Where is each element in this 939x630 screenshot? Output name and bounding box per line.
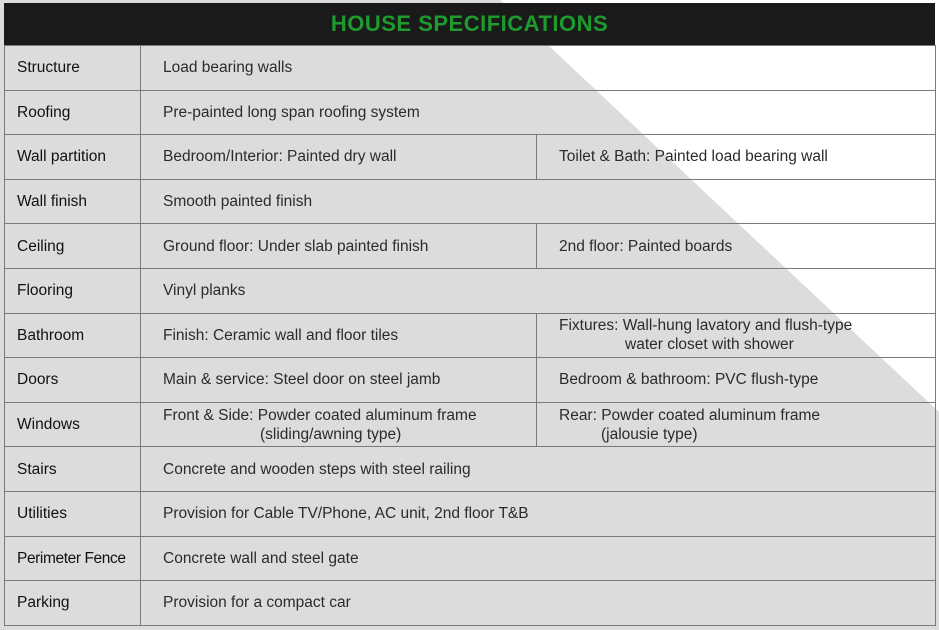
row-label-wall-finish: Wall finish xyxy=(5,179,141,224)
table-row xyxy=(5,135,936,180)
windows-right-line2: (jalousie type) xyxy=(601,425,698,443)
row-value-bathroom-right xyxy=(537,313,936,358)
row-label-structure: Structure xyxy=(5,46,141,91)
table-row xyxy=(5,313,936,358)
row-value-utilities: Provision for Cable TV/Phone, AC unit, 2nd floor T&B xyxy=(141,491,936,536)
windows-right-line1: Rear: Powder coated aluminum frame xyxy=(559,406,821,424)
row-value-doors-right: Bedroom & bathroom: PVC flush-type xyxy=(537,358,936,403)
row-value-wall-partition-right: Toilet & Bath: Painted load bearing wall xyxy=(537,135,936,180)
table-row xyxy=(5,447,936,492)
row-label-parking: Parking xyxy=(5,581,141,626)
table-row xyxy=(5,268,936,313)
row-label-ceiling: Ceiling xyxy=(5,224,141,269)
row-value-structure: Load bearing walls xyxy=(141,46,936,91)
header-bar xyxy=(4,3,935,45)
specifications-sheet xyxy=(4,3,935,626)
table-row xyxy=(5,402,936,447)
row-label-windows: Windows xyxy=(5,402,141,447)
row-value-wall-partition-left: Bedroom/Interior: Painted dry wall xyxy=(141,135,537,180)
row-value-ceiling-left: Ground floor: Under slab painted finish xyxy=(141,224,537,269)
row-label-utilities: Utilities xyxy=(5,491,141,536)
row-value-parking: Provision for a compact car xyxy=(141,581,936,626)
row-value-stairs: Concrete and wooden steps with steel railing xyxy=(141,447,936,492)
row-label-doors: Doors xyxy=(5,358,141,403)
windows-left-line1: Front & Side: Powder coated aluminum frame xyxy=(163,406,477,424)
row-value-doors-left: Main & service: Steel door on steel jamb xyxy=(141,358,537,403)
bathroom-right-line2: water closet with shower xyxy=(625,336,794,354)
row-value-ceiling-right: 2nd floor: Painted boards xyxy=(537,224,936,269)
row-value-flooring: Vinyl planks xyxy=(141,268,936,313)
row-value-perimeter-fence: Concrete wall and steel gate xyxy=(141,536,936,581)
row-label-bathroom: Bathroom xyxy=(5,313,141,358)
row-label-perimeter-fence: Perimeter Fence xyxy=(5,536,141,581)
table-row xyxy=(5,581,936,626)
row-value-windows-right xyxy=(537,402,936,447)
specifications-table xyxy=(4,45,936,626)
row-value-wall-finish: Smooth painted finish xyxy=(141,179,936,224)
table-row xyxy=(5,358,936,403)
row-value-bathroom-left: Finish: Ceramic wall and floor tiles xyxy=(141,313,537,358)
row-value-windows-left xyxy=(141,402,537,447)
row-label-stairs: Stairs xyxy=(5,447,141,492)
table-row xyxy=(5,224,936,269)
table-row xyxy=(5,90,936,135)
row-label-flooring: Flooring xyxy=(5,268,141,313)
row-value-roofing: Pre-painted long span roofing system xyxy=(141,90,936,135)
table-row xyxy=(5,491,936,536)
table-row xyxy=(5,179,936,224)
page-title: HOUSE SPECIFICATIONS xyxy=(330,11,609,36)
row-label-wall-partition: Wall partition xyxy=(5,135,141,180)
row-label-roofing: Roofing xyxy=(5,90,141,135)
windows-left-line2: (sliding/awning type) xyxy=(260,425,402,443)
table-row xyxy=(5,46,936,91)
bathroom-right-line1: Fixtures: Wall-hung lavatory and flush-type xyxy=(559,317,853,335)
table-row xyxy=(5,536,936,581)
